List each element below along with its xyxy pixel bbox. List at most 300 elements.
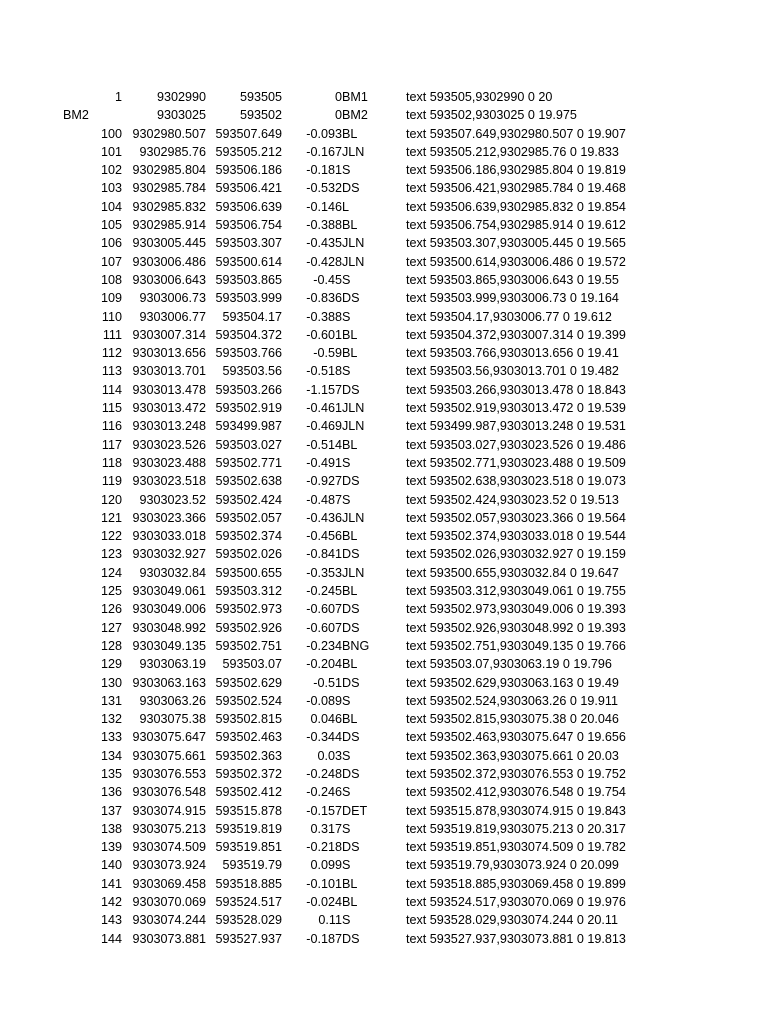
northing-cell[interactable]: 9303005.445 bbox=[132, 236, 206, 251]
northing-cell[interactable]: 9302990 bbox=[156, 90, 206, 104]
northing-cell[interactable]: 9302985.914 bbox=[132, 218, 206, 233]
elevation-diff-cell[interactable]: -0.204 bbox=[306, 657, 342, 672]
elevation-diff-cell[interactable]: -0.246 bbox=[306, 785, 342, 800]
table-row bbox=[0, 143, 768, 161]
point-number-cell[interactable]: 102 bbox=[100, 163, 122, 178]
text-command-cell[interactable]: text 593502.919,9303013.472 0 19.539 bbox=[406, 401, 626, 416]
elevation-diff-cell[interactable]: 0.099 bbox=[310, 858, 342, 873]
table-row bbox=[0, 179, 768, 197]
point-number-cell[interactable]: 124 bbox=[100, 565, 122, 580]
easting-cell[interactable]: 593505.212 bbox=[215, 144, 282, 159]
elevation-diff-cell[interactable]: -0.518 bbox=[306, 364, 342, 379]
easting-cell[interactable]: 593506.754 bbox=[215, 218, 282, 233]
code-cell[interactable]: S bbox=[342, 272, 351, 287]
easting-cell[interactable]: 593503.999 bbox=[215, 291, 282, 306]
elevation-diff-cell[interactable]: -0.487 bbox=[306, 492, 342, 507]
elevation-diff-cell[interactable]: -1.157 bbox=[306, 382, 342, 397]
point-number-cell[interactable]: 132 bbox=[100, 712, 122, 727]
text-command-cell[interactable]: text 593502.424,9303023.52 0 19.513 bbox=[406, 492, 619, 507]
code-cell[interactable]: BM1 bbox=[342, 90, 368, 104]
table-row bbox=[0, 783, 768, 801]
easting-cell[interactable]: 593502.026 bbox=[215, 547, 282, 562]
elevation-diff-cell[interactable]: -0.388 bbox=[306, 309, 342, 324]
northing-cell[interactable]: 9303049.061 bbox=[132, 584, 206, 599]
elevation-diff-cell[interactable]: -0.234 bbox=[306, 638, 342, 653]
point-number-cell[interactable]: 123 bbox=[100, 547, 122, 562]
northing-cell[interactable]: 9303049.006 bbox=[132, 602, 206, 617]
easting-cell[interactable]: 593503.027 bbox=[215, 437, 282, 452]
code-cell[interactable]: BL bbox=[342, 712, 358, 727]
table-row bbox=[0, 253, 768, 271]
elevation-diff-cell[interactable]: -0.51 bbox=[313, 675, 342, 690]
code-cell[interactable]: DS bbox=[342, 675, 360, 690]
code-cell[interactable]: DS bbox=[342, 181, 360, 196]
elevation-diff-cell[interactable]: -0.436 bbox=[306, 510, 342, 525]
elevation-diff-cell[interactable]: -0.532 bbox=[306, 181, 342, 196]
point-number-cell[interactable]: 101 bbox=[100, 144, 122, 159]
easting-cell[interactable]: 593502.374 bbox=[215, 529, 282, 544]
point-number-cell[interactable]: 120 bbox=[100, 492, 122, 507]
point-number-cell[interactable]: 111 bbox=[102, 327, 122, 342]
point-number-cell[interactable]: 110 bbox=[101, 309, 122, 324]
code-cell[interactable]: BL bbox=[342, 876, 358, 891]
point-number-cell[interactable]: 118 bbox=[101, 455, 122, 470]
code-cell[interactable]: DS bbox=[342, 291, 360, 306]
elevation-diff-cell[interactable]: -0.101 bbox=[306, 876, 342, 891]
elevation-diff-cell[interactable]: -0.428 bbox=[306, 254, 342, 269]
northing-cell[interactable]: 9303006.77 bbox=[139, 309, 206, 324]
northing-cell[interactable]: 9303023.366 bbox=[132, 510, 206, 525]
text-command-cell[interactable]: text 593519.79,9303073.924 0 20.099 bbox=[406, 858, 619, 873]
code-cell[interactable]: JLN bbox=[342, 401, 365, 416]
code-cell[interactable]: DS bbox=[342, 382, 360, 397]
northing-cell[interactable]: 9303025 bbox=[156, 108, 206, 123]
easting-cell[interactable]: 593504.17 bbox=[222, 309, 282, 324]
point-number-cell[interactable]: 116 bbox=[101, 419, 122, 434]
text-command-cell[interactable]: text 593502.463,9303075.647 0 19.656 bbox=[406, 730, 626, 745]
table-row bbox=[0, 820, 768, 838]
code-cell[interactable]: DS bbox=[342, 602, 360, 617]
code-cell[interactable]: JLN bbox=[342, 419, 365, 434]
code-cell[interactable]: S bbox=[342, 858, 351, 873]
northing-cell[interactable]: 9303048.992 bbox=[132, 620, 206, 635]
northing-cell[interactable]: 9303075.647 bbox=[132, 730, 206, 745]
text-command-cell[interactable]: text 593507.649,9302980.507 0 19.907 bbox=[406, 126, 626, 141]
code-cell[interactable]: JLN bbox=[342, 565, 365, 580]
code-cell[interactable]: S bbox=[342, 364, 351, 379]
northing-cell[interactable]: 9303033.018 bbox=[132, 529, 206, 544]
point-number-cell[interactable]: 134 bbox=[100, 748, 122, 763]
elevation-diff-cell[interactable]: -0.093 bbox=[306, 126, 342, 141]
elevation-diff-cell[interactable]: -0.514 bbox=[306, 437, 342, 452]
easting-cell[interactable]: 593505 bbox=[239, 90, 282, 104]
table-row bbox=[0, 417, 768, 435]
text-command-cell[interactable]: text 593527.937,9303073.881 0 19.813 bbox=[406, 931, 626, 946]
code-cell[interactable]: DET bbox=[342, 803, 368, 818]
point-number-cell[interactable]: 127 bbox=[100, 620, 122, 635]
point-number-cell[interactable]: 113 bbox=[101, 364, 122, 379]
northing-cell[interactable]: 9303006.73 bbox=[139, 291, 206, 306]
text-command-cell[interactable]: text 593504.17,9303006.77 0 19.612 bbox=[406, 309, 612, 324]
easting-cell[interactable]: 593502.363 bbox=[215, 748, 282, 763]
elevation-diff-cell[interactable]: -0.469 bbox=[306, 419, 342, 434]
text-command-cell[interactable]: text 593499.987,9303013.248 0 19.531 bbox=[406, 419, 626, 434]
code-cell[interactable]: S bbox=[342, 693, 351, 708]
northing-cell[interactable]: 9303074.244 bbox=[132, 913, 206, 928]
elevation-diff-cell[interactable]: -0.601 bbox=[306, 327, 342, 342]
easting-cell[interactable]: 593504.372 bbox=[215, 327, 282, 342]
northing-cell[interactable]: 9303069.458 bbox=[132, 876, 206, 891]
code-cell[interactable]: BL bbox=[342, 895, 358, 910]
code-cell[interactable]: BL bbox=[342, 346, 358, 361]
text-command-cell[interactable]: text 593502.412,9303076.548 0 19.754 bbox=[406, 785, 626, 800]
elevation-diff-cell[interactable]: -0.435 bbox=[306, 236, 342, 251]
code-cell[interactable]: S bbox=[342, 821, 351, 836]
easting-cell[interactable]: 593502.372 bbox=[215, 766, 282, 781]
easting-cell[interactable]: 593503.865 bbox=[215, 272, 282, 287]
elevation-diff-cell[interactable]: -0.167 bbox=[306, 144, 342, 159]
table-row bbox=[0, 930, 768, 948]
elevation-diff-cell[interactable]: -0.388 bbox=[306, 218, 342, 233]
point-number-cell[interactable]: 142 bbox=[100, 895, 122, 910]
code-cell[interactable]: BM2 bbox=[342, 108, 368, 123]
table-row bbox=[0, 88, 768, 106]
easting-cell[interactable]: 593515.878 bbox=[215, 803, 282, 818]
easting-cell[interactable]: 593503.56 bbox=[222, 364, 282, 379]
point-number-cell[interactable]: 131 bbox=[100, 693, 122, 708]
code-cell[interactable]: DS bbox=[342, 620, 360, 635]
northing-cell[interactable]: 9303076.548 bbox=[132, 785, 206, 800]
text-command-cell[interactable]: text 593519.851,9303074.509 0 19.782 bbox=[406, 840, 626, 855]
code-cell[interactable]: DS bbox=[342, 730, 360, 745]
table-row bbox=[0, 637, 768, 655]
point-number-cell[interactable]: 139 bbox=[100, 840, 122, 855]
point-number-cell[interactable]: 130 bbox=[100, 675, 122, 690]
northing-cell[interactable]: 9302980.507 bbox=[132, 126, 206, 141]
table-row bbox=[0, 381, 768, 399]
code-cell[interactable]: DS bbox=[342, 766, 360, 781]
text-command-cell[interactable]: text 593505.212,9302985.76 0 19.833 bbox=[406, 144, 619, 159]
easting-cell[interactable]: 593503.07 bbox=[222, 657, 282, 672]
northing-cell[interactable]: 9303073.881 bbox=[132, 931, 206, 946]
elevation-diff-cell[interactable]: -0.024 bbox=[306, 895, 342, 910]
code-cell[interactable]: BL bbox=[342, 657, 358, 672]
northing-cell[interactable]: 9303032.84 bbox=[139, 565, 206, 580]
text-command-cell[interactable]: text 593528.029,9303074.244 0 20.11 bbox=[406, 913, 618, 928]
elevation-diff-cell[interactable]: 0.11 bbox=[318, 913, 342, 928]
easting-cell[interactable]: 593502.629 bbox=[215, 675, 282, 690]
table-row bbox=[0, 838, 768, 856]
northing-cell[interactable]: 9303063.19 bbox=[139, 657, 206, 672]
table-row bbox=[0, 856, 768, 874]
code-cell[interactable]: S bbox=[342, 913, 351, 928]
northing-cell[interactable]: 9303075.661 bbox=[132, 748, 206, 763]
point-number-cell[interactable]: 141 bbox=[100, 876, 122, 891]
code-cell[interactable]: BNG bbox=[342, 638, 370, 653]
point-number-cell[interactable]: 135 bbox=[100, 766, 122, 781]
code-cell[interactable]: JLN bbox=[342, 254, 365, 269]
code-cell[interactable]: DS bbox=[342, 547, 360, 562]
northing-cell[interactable]: 9303074.509 bbox=[132, 840, 206, 855]
northing-cell[interactable]: 9303073.924 bbox=[132, 858, 206, 873]
text-command-cell[interactable]: text 593506.186,9302985.804 0 19.819 bbox=[406, 163, 626, 178]
elevation-diff-cell[interactable]: 0 bbox=[334, 108, 342, 123]
easting-cell[interactable]: 593506.421 bbox=[215, 181, 282, 196]
northing-cell[interactable]: 9303075.213 bbox=[132, 821, 206, 836]
elevation-diff-cell[interactable]: -0.491 bbox=[306, 455, 342, 470]
northing-cell[interactable]: 9303013.701 bbox=[132, 364, 206, 379]
elevation-diff-cell[interactable]: -0.59 bbox=[313, 346, 342, 361]
elevation-diff-cell[interactable]: -0.089 bbox=[306, 693, 342, 708]
northing-cell[interactable]: 9302985.784 bbox=[132, 181, 206, 196]
text-command-cell[interactable]: text 593503.766,9303013.656 0 19.41 bbox=[406, 346, 619, 361]
elevation-diff-cell[interactable]: -0.353 bbox=[306, 565, 342, 580]
elevation-diff-cell[interactable]: -0.187 bbox=[306, 931, 342, 946]
text-command-cell[interactable]: text 593502.973,9303049.006 0 19.393 bbox=[406, 602, 626, 617]
text-command-cell[interactable]: text 593502.629,9303063.163 0 19.49 bbox=[406, 675, 619, 690]
point-number-cell[interactable]: 125 bbox=[100, 584, 122, 599]
easting-cell[interactable]: 593506.186 bbox=[215, 163, 282, 178]
text-command-cell[interactable]: text 593503.027,9303023.526 0 19.486 bbox=[406, 437, 626, 452]
point-number-cell[interactable]: 121 bbox=[100, 510, 122, 525]
code-cell[interactable]: L bbox=[342, 199, 350, 214]
point-number-cell[interactable]: 109 bbox=[100, 291, 122, 306]
easting-cell[interactable]: 593502.057 bbox=[215, 510, 282, 525]
elevation-diff-cell[interactable]: -0.607 bbox=[306, 620, 342, 635]
code-cell[interactable]: JLN bbox=[342, 236, 365, 251]
point-number-cell[interactable]: 1 bbox=[114, 90, 122, 104]
point-number-cell[interactable]: 137 bbox=[100, 803, 122, 818]
elevation-diff-cell[interactable]: -0.218 bbox=[306, 840, 342, 855]
code-cell[interactable]: S bbox=[342, 492, 351, 507]
text-command-cell[interactable]: text 593503.266,9303013.478 0 18.843 bbox=[406, 382, 626, 397]
text-command-cell[interactable]: text 593519.819,9303075.213 0 20.317 bbox=[406, 821, 626, 836]
table-row bbox=[0, 802, 768, 820]
northing-cell[interactable]: 9303023.518 bbox=[132, 474, 206, 489]
point-number-cell[interactable]: 115 bbox=[101, 401, 122, 416]
point-number-cell[interactable]: 104 bbox=[100, 199, 122, 214]
elevation-diff-cell[interactable]: -0.245 bbox=[306, 584, 342, 599]
text-command-cell[interactable]: text 593503.312,9303049.061 0 19.755 bbox=[406, 584, 626, 599]
easting-cell[interactable]: 593502.919 bbox=[215, 401, 282, 416]
northing-cell[interactable]: 9303023.52 bbox=[139, 492, 206, 507]
text-command-cell[interactable]: text 593502,9303025 0 19.975 bbox=[406, 108, 577, 123]
text-command-cell[interactable]: text 593502.363,9303075.661 0 20.03 bbox=[406, 748, 619, 763]
northing-cell[interactable]: 9303006.643 bbox=[132, 272, 206, 287]
text-command-cell[interactable]: text 593502.926,9303048.992 0 19.393 bbox=[406, 620, 626, 635]
code-cell[interactable]: BL bbox=[342, 327, 358, 342]
northing-cell[interactable]: 9303013.472 bbox=[132, 401, 206, 416]
point-number-cell[interactable]: 143 bbox=[100, 913, 122, 928]
text-command-cell[interactable]: text 593500.614,9303006.486 0 19.572 bbox=[406, 254, 626, 269]
northing-cell[interactable]: 9302985.76 bbox=[139, 144, 206, 159]
easting-cell[interactable]: 593502.463 bbox=[215, 730, 282, 745]
easting-cell[interactable]: 593502.751 bbox=[215, 638, 282, 653]
elevation-diff-cell[interactable]: 0 bbox=[334, 90, 342, 104]
point-number-cell[interactable]: 100 bbox=[100, 126, 122, 141]
easting-cell[interactable]: 593502.638 bbox=[215, 474, 282, 489]
easting-cell[interactable]: 593506.639 bbox=[215, 199, 282, 214]
text-command-cell[interactable]: text 593502.057,9303023.366 0 19.564 bbox=[406, 510, 626, 525]
code-cell[interactable]: JLN bbox=[342, 510, 365, 525]
point-number-cell[interactable]: 122 bbox=[100, 529, 122, 544]
elevation-diff-cell[interactable]: -0.45 bbox=[313, 272, 342, 287]
northing-cell[interactable]: 9303063.163 bbox=[132, 675, 206, 690]
point-number-cell[interactable]: 112 bbox=[101, 346, 122, 361]
northing-cell[interactable]: 9302985.804 bbox=[132, 163, 206, 178]
text-command-cell[interactable]: text 593515.878,9303074.915 0 19.843 bbox=[406, 803, 626, 818]
text-command-cell[interactable]: text 593504.372,9303007.314 0 19.399 bbox=[406, 327, 626, 342]
easting-cell[interactable]: 593502 bbox=[239, 108, 282, 123]
text-command-cell[interactable]: text 593502.524,9303063.26 0 19.911 bbox=[406, 693, 618, 708]
easting-cell[interactable]: 593503.307 bbox=[215, 236, 282, 251]
northing-cell[interactable]: 9303075.38 bbox=[139, 712, 206, 727]
easting-cell[interactable]: 593502.524 bbox=[215, 693, 282, 708]
point-number-cell[interactable]: 107 bbox=[100, 254, 122, 269]
northing-cell[interactable]: 9303013.248 bbox=[132, 419, 206, 434]
code-cell[interactable]: BL bbox=[342, 584, 358, 599]
elevation-diff-cell[interactable]: 0.317 bbox=[310, 821, 342, 836]
northing-cell[interactable]: 9303076.553 bbox=[132, 766, 206, 781]
code-cell[interactable]: BL bbox=[342, 529, 358, 544]
northing-cell[interactable]: 9303023.488 bbox=[132, 455, 206, 470]
easting-cell[interactable]: 593528.029 bbox=[215, 913, 282, 928]
text-command-cell[interactable]: text 593502.771,9303023.488 0 19.509 bbox=[406, 455, 626, 470]
point-number-cell[interactable]: 133 bbox=[100, 730, 122, 745]
label-cell[interactable]: BM2 bbox=[63, 108, 89, 123]
text-command-cell[interactable]: text 593503.07,9303063.19 0 19.796 bbox=[406, 657, 612, 672]
point-number-cell[interactable]: 106 bbox=[100, 236, 122, 251]
point-number-cell[interactable]: 117 bbox=[101, 437, 122, 452]
point-number-cell[interactable]: 138 bbox=[100, 821, 122, 836]
point-number-cell[interactable]: 105 bbox=[100, 218, 122, 233]
easting-cell[interactable]: 593519.851 bbox=[215, 840, 282, 855]
northing-cell[interactable]: 9303063.26 bbox=[139, 693, 206, 708]
point-number-cell[interactable]: 140 bbox=[100, 858, 122, 873]
elevation-diff-cell[interactable]: 0.046 bbox=[310, 712, 342, 727]
northing-cell[interactable]: 9303049.135 bbox=[132, 638, 206, 653]
easting-cell[interactable]: 593502.771 bbox=[215, 455, 282, 470]
easting-cell[interactable]: 593500.655 bbox=[215, 565, 282, 580]
table-row bbox=[0, 655, 768, 673]
point-number-cell[interactable]: 129 bbox=[100, 657, 122, 672]
point-number-cell[interactable]: 119 bbox=[101, 474, 122, 489]
easting-cell[interactable]: 593519.819 bbox=[215, 821, 282, 836]
text-command-cell[interactable]: text 593502.026,9303032.927 0 19.159 bbox=[406, 547, 626, 562]
elevation-diff-cell[interactable]: -0.248 bbox=[306, 766, 342, 781]
northing-cell[interactable]: 9303006.486 bbox=[132, 254, 206, 269]
point-number-cell[interactable]: 114 bbox=[101, 382, 122, 397]
code-cell[interactable]: BL bbox=[342, 437, 358, 452]
easting-cell[interactable]: 593502.424 bbox=[215, 492, 282, 507]
easting-cell[interactable]: 593503.766 bbox=[215, 346, 282, 361]
text-command-cell[interactable]: text 593503.56,9303013.701 0 19.482 bbox=[406, 364, 619, 379]
easting-cell[interactable]: 593507.649 bbox=[215, 126, 282, 141]
elevation-diff-cell[interactable]: -0.344 bbox=[306, 730, 342, 745]
text-command-cell[interactable]: text 593506.754,9302985.914 0 19.612 bbox=[406, 218, 626, 233]
code-cell[interactable]: JLN bbox=[342, 144, 365, 159]
point-number-cell[interactable]: 144 bbox=[100, 931, 122, 946]
northing-cell[interactable]: 9303070.069 bbox=[132, 895, 206, 910]
code-cell[interactable]: BL bbox=[342, 126, 358, 141]
easting-cell[interactable]: 593518.885 bbox=[215, 876, 282, 891]
text-command-cell[interactable]: text 593502.815,9303075.38 0 20.046 bbox=[406, 712, 619, 727]
code-cell[interactable]: DS bbox=[342, 474, 360, 489]
text-command-cell[interactable]: text 593502.751,9303049.135 0 19.766 bbox=[406, 638, 626, 653]
text-command-cell[interactable]: text 593500.655,9303032.84 0 19.647 bbox=[406, 565, 619, 580]
easting-cell[interactable]: 593527.937 bbox=[215, 931, 282, 946]
elevation-diff-cell[interactable]: -0.836 bbox=[306, 291, 342, 306]
elevation-diff-cell[interactable]: -0.461 bbox=[306, 401, 342, 416]
code-cell[interactable]: S bbox=[342, 785, 351, 800]
easting-cell[interactable]: 593502.815 bbox=[215, 712, 282, 727]
table-row bbox=[0, 582, 768, 600]
easting-cell[interactable]: 593503.266 bbox=[215, 382, 282, 397]
text-command-cell[interactable]: text 593502.638,9303023.518 0 19.073 bbox=[406, 474, 626, 489]
code-cell[interactable]: S bbox=[342, 163, 351, 178]
easting-cell[interactable]: 593502.973 bbox=[215, 602, 282, 617]
text-command-cell[interactable]: text 593503.865,9303006.643 0 19.55 bbox=[406, 272, 619, 287]
point-number-cell[interactable]: 126 bbox=[100, 602, 122, 617]
northing-cell[interactable]: 9303032.927 bbox=[132, 547, 206, 562]
northing-cell[interactable]: 9302985.832 bbox=[132, 199, 206, 214]
code-cell[interactable]: DS bbox=[342, 931, 360, 946]
easting-cell[interactable]: 593502.412 bbox=[215, 785, 282, 800]
code-cell[interactable]: S bbox=[342, 455, 351, 470]
easting-cell[interactable]: 593524.517 bbox=[215, 895, 282, 910]
code-cell[interactable]: DS bbox=[342, 840, 360, 855]
easting-cell[interactable]: 593519.79 bbox=[222, 858, 282, 873]
elevation-diff-cell[interactable]: 0.03 bbox=[317, 748, 342, 763]
easting-cell[interactable]: 593502.926 bbox=[215, 620, 282, 635]
point-number-cell[interactable]: 108 bbox=[100, 272, 122, 287]
text-command-cell[interactable]: text 593503.999,9303006.73 0 19.164 bbox=[406, 291, 619, 306]
text-command-cell[interactable]: text 593524.517,9303070.069 0 19.976 bbox=[406, 895, 626, 910]
code-cell[interactable]: BL bbox=[342, 218, 358, 233]
northing-cell[interactable]: 9303013.478 bbox=[132, 382, 206, 397]
text-command-cell[interactable]: text 593506.421,9302985.784 0 19.468 bbox=[406, 181, 626, 196]
elevation-diff-cell[interactable]: -0.841 bbox=[306, 547, 342, 562]
table-row bbox=[0, 344, 768, 362]
easting-cell[interactable]: 593503.312 bbox=[215, 584, 282, 599]
elevation-diff-cell[interactable]: -0.607 bbox=[306, 602, 342, 617]
elevation-diff-cell[interactable]: -0.927 bbox=[306, 474, 342, 489]
text-command-cell[interactable]: text 593518.885,9303069.458 0 19.899 bbox=[406, 876, 626, 891]
northing-cell[interactable]: 9303023.526 bbox=[132, 437, 206, 452]
table-row bbox=[0, 600, 768, 618]
easting-cell[interactable]: 593499.987 bbox=[215, 419, 282, 434]
point-number-cell[interactable]: 136 bbox=[100, 785, 122, 800]
text-command-cell[interactable]: text 593502.372,9303076.553 0 19.752 bbox=[406, 766, 626, 781]
elevation-diff-cell[interactable]: -0.456 bbox=[306, 529, 342, 544]
elevation-diff-cell[interactable]: -0.157 bbox=[306, 803, 342, 818]
elevation-diff-cell[interactable]: -0.146 bbox=[306, 199, 342, 214]
text-command-cell[interactable]: text 593505,9302990 0 20 bbox=[406, 90, 553, 104]
table-row bbox=[0, 728, 768, 746]
elevation-diff-cell[interactable]: -0.181 bbox=[306, 163, 342, 178]
point-number-cell[interactable]: 103 bbox=[100, 181, 122, 196]
text-command-cell[interactable]: text 593502.374,9303033.018 0 19.544 bbox=[406, 529, 626, 544]
easting-cell[interactable]: 593500.614 bbox=[215, 254, 282, 269]
text-command-cell[interactable]: text 593506.639,9302985.832 0 19.854 bbox=[406, 199, 626, 214]
northing-cell[interactable]: 9303007.314 bbox=[132, 327, 206, 342]
northing-cell[interactable]: 9303074.915 bbox=[132, 803, 206, 818]
northing-cell[interactable]: 9303013.656 bbox=[132, 346, 206, 361]
code-cell[interactable]: S bbox=[342, 748, 351, 763]
point-number-cell[interactable]: 128 bbox=[100, 638, 122, 653]
code-cell[interactable]: S bbox=[342, 309, 351, 324]
text-command-cell[interactable]: text 593503.307,9303005.445 0 19.565 bbox=[406, 236, 626, 251]
